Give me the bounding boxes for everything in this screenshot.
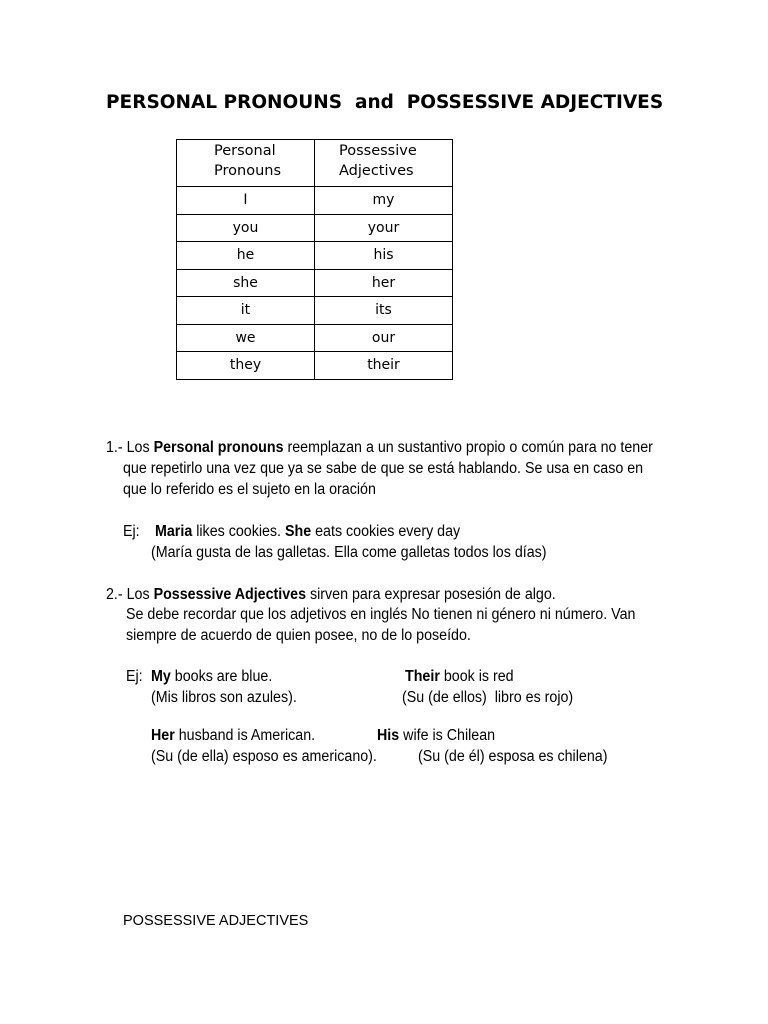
- header-text-line: Adjectives: [339, 163, 414, 179]
- section1-term: Personal pronouns: [153, 439, 284, 456]
- section2-line-3: siempre de acuerdo de quien posee, no de lo poseído.: [126, 627, 471, 644]
- adjective-cell: my: [315, 187, 453, 215]
- section2-example-3-translation: (Su (de ella) esposo es americano).: [151, 748, 377, 765]
- section1-intro-text: reemplazan a un sustantivo propio o común para no tener: [283, 439, 653, 456]
- section2-intro-line: [106, 584, 556, 605]
- pronoun-cell: they: [177, 352, 315, 380]
- section2-example-3: [151, 725, 315, 746]
- example-possessive: Her: [151, 727, 175, 744]
- pronoun-cell: it: [177, 297, 315, 325]
- section2-prefix: 2.- Los: [106, 586, 154, 603]
- adjective-cell: our: [315, 324, 453, 352]
- adjective-cell: her: [315, 269, 453, 297]
- section1-intro-line: [106, 437, 653, 458]
- example-possessive: Their: [405, 668, 440, 685]
- section2-term: Possessive Adjectives: [153, 586, 307, 603]
- section2-example-2-translation: (Su (de ellos) libro es rojo): [402, 689, 574, 706]
- section2-example-1-translation: (Mis libros son azules).: [151, 689, 297, 706]
- section2-example-1: [151, 666, 272, 687]
- adjective-cell: its: [315, 297, 453, 325]
- section2-example-4-translation: (Su (de él) esposa es chilena): [418, 748, 608, 765]
- example-subject: Maria: [155, 523, 193, 540]
- section1-line-3: que lo referido es el sujeto en la oración: [123, 481, 376, 498]
- table-row: [177, 352, 453, 380]
- table-row: [177, 297, 453, 325]
- table-row: [177, 214, 453, 242]
- section1-example-translation: (María gusta de las galletas. Ella come galletas todos los días): [151, 544, 547, 561]
- section1-example-sentence: [155, 521, 460, 542]
- table-row: [177, 324, 453, 352]
- next-section-heading: POSSESSIVE ADJECTIVES: [123, 913, 309, 929]
- section2-example-2: [405, 666, 514, 687]
- header-personal-pronouns: [177, 140, 315, 187]
- pronoun-cell: I: [177, 187, 315, 215]
- section1-example-label: Ej:: [123, 523, 140, 540]
- example-possessive: My: [151, 668, 171, 685]
- page-title: PERSONAL PRONOUNS and POSSESSIVE ADJECTIVES: [106, 92, 664, 113]
- pronoun-table: [176, 139, 453, 380]
- pronoun-cell: he: [177, 242, 315, 270]
- header-possessive-adjectives: [315, 140, 453, 187]
- header-text-line: Personal: [214, 143, 276, 159]
- section2-intro-text: sirven para expresar posesión de algo.: [306, 586, 556, 603]
- section1-line-2: que repetirlo una vez que ya se sabe de que se está hablando. Se usa en caso en: [123, 460, 644, 477]
- pronoun-cell: she: [177, 269, 315, 297]
- pronoun-cell: you: [177, 214, 315, 242]
- section1-prefix: 1.- Los: [106, 439, 154, 456]
- example-pronoun: She: [284, 523, 312, 540]
- section2-example-4: [377, 725, 495, 746]
- table-row: [177, 242, 453, 270]
- example-text: eats cookies every day: [311, 523, 461, 540]
- table-row: [177, 187, 453, 215]
- header-text-line: Pronouns: [214, 163, 281, 179]
- header-text-line: Possessive: [339, 143, 417, 159]
- example-text: book is red: [439, 668, 514, 685]
- adjective-cell: their: [315, 352, 453, 380]
- example-text: likes cookies.: [192, 523, 285, 540]
- adjective-cell: his: [315, 242, 453, 270]
- adjective-cell: your: [315, 214, 453, 242]
- example-possessive: His: [377, 727, 400, 744]
- example-text: books are blue.: [170, 668, 273, 685]
- table-header-row: [177, 140, 453, 187]
- example-text: wife is Chilean: [399, 727, 496, 744]
- pronoun-cell: we: [177, 324, 315, 352]
- section2-example-label: Ej:: [126, 668, 143, 685]
- table-row: [177, 269, 453, 297]
- example-text: husband is American.: [174, 727, 316, 744]
- section2-line-2: Se debe recordar que los adjetivos en inglés No tienen ni género ni número. Van: [126, 606, 636, 623]
